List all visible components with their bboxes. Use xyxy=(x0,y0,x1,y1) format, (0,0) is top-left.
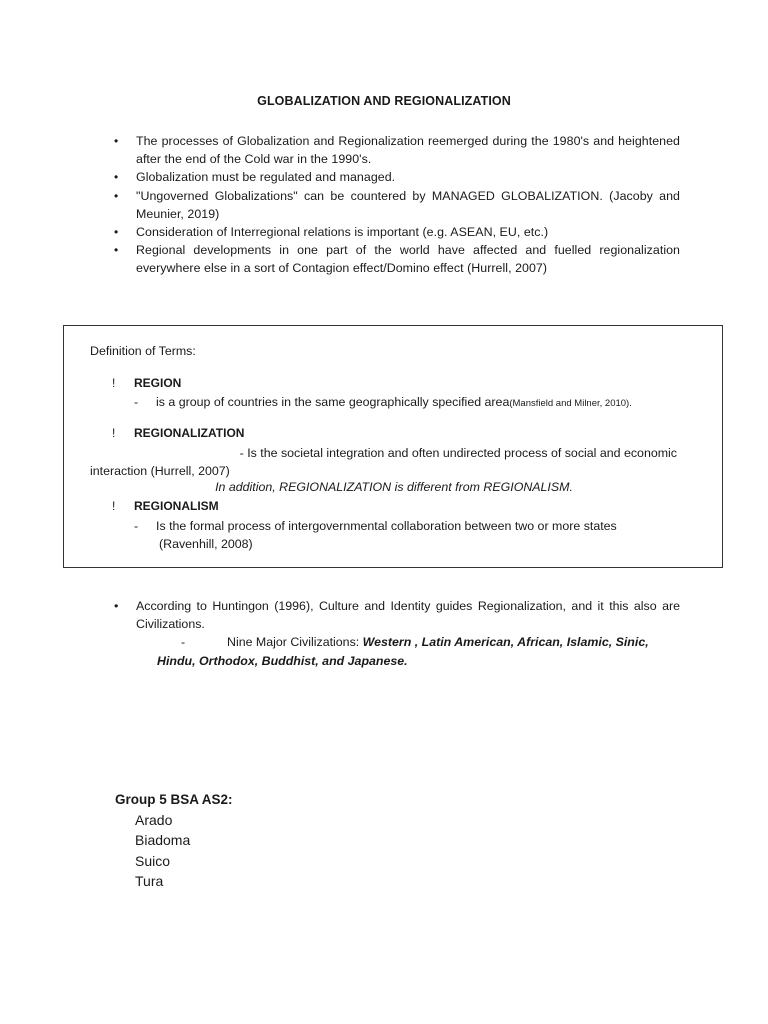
region-definition xyxy=(134,393,678,413)
term-label: REGIONALIZATION xyxy=(134,426,245,440)
civilizations-line xyxy=(157,633,677,671)
list-item xyxy=(110,187,680,223)
intro-bullet-list xyxy=(110,132,680,278)
bullet-text: Regional developments in one part of the world have affected and fuelled regionalization everywhere else in a sort of Contagion effect/Domino effect (Hurrell, 2007) xyxy=(136,243,680,276)
list-item: Arado xyxy=(135,812,173,828)
regionalization-definition-line1: - Is the societal integration and often undirected process of social and economic xyxy=(239,446,677,460)
citation: (Mansfield and Milner, 2010). xyxy=(509,398,632,409)
list-item: Biadoma xyxy=(135,832,191,849)
list-item: Suico xyxy=(135,852,171,869)
list-item: Tura xyxy=(135,872,164,889)
term-label: REGION xyxy=(134,376,182,390)
regionalism-definition-line2: (Ravenhill, 2008) xyxy=(159,537,253,551)
definition-box xyxy=(63,325,723,568)
bullet-text: "Ungoverned Globalizations" can be countered by MANAGED GLOBALIZATION. (Jacoby and Meunier, 2019) xyxy=(136,188,680,221)
list-item xyxy=(110,597,680,633)
definition-text: Is the formal process of intergovernmental collaboration between two or more states xyxy=(156,519,617,533)
term-regionalization xyxy=(112,426,244,440)
bullet-text: According to Huntingon (1996), Culture and Identity guides Regionalization, and it this also are Civilizations. xyxy=(136,599,680,632)
group-member-list xyxy=(135,810,190,891)
term-label: REGIONALISM xyxy=(134,499,219,513)
dash-icon: - xyxy=(134,519,139,533)
list-item xyxy=(110,168,680,186)
definition-heading: Definition of Terms: xyxy=(90,344,196,358)
civilizations-list: Western , Latin American, African, Islamic, Sinic, Hindu, Orthodox, Buddhist, and Japanese. xyxy=(157,635,649,668)
dash-icon: - xyxy=(134,395,139,409)
bullet-text: Globalization must be regulated and managed. xyxy=(136,170,396,185)
list-item xyxy=(110,132,680,168)
bullet-text: The processes of Globalization and Regionalization reemerged during the 1980's and heightened after the end of the Cold war in the 1990's. xyxy=(136,134,680,167)
dash-icon: - xyxy=(181,635,186,649)
definition-text: is a group of countries in the same geographically specified area xyxy=(156,395,510,409)
bullet-text: Consideration of Interregional relations is important (e.g. ASEAN, EU, etc.) xyxy=(136,225,549,240)
civilizations-prefix: Nine Major Civilizations: xyxy=(227,635,363,649)
bullet-icon: • xyxy=(114,134,119,148)
exclamation-icon: ! xyxy=(112,426,116,440)
page-title: GLOBALIZATION AND REGIONALIZATION xyxy=(257,94,511,108)
list-item xyxy=(110,223,680,241)
regionalization-note: In addition, REGIONALIZATION is different from REGIONALISM. xyxy=(215,480,573,494)
bullet-icon: • xyxy=(114,599,119,613)
bullet-icon: • xyxy=(114,170,119,185)
group-title: Group 5 BSA AS2: xyxy=(115,792,233,807)
bullet-icon: • xyxy=(114,188,119,203)
regionalism-definition-line1 xyxy=(134,517,680,535)
term-region xyxy=(112,376,181,390)
exclamation-icon: ! xyxy=(112,499,116,513)
exclamation-icon: ! xyxy=(112,376,116,390)
list-item xyxy=(110,241,680,277)
regionalization-definition-line2: interaction (Hurrell, 2007) xyxy=(90,464,230,478)
term-regionalism xyxy=(112,499,219,513)
huntington-bullet-list xyxy=(110,597,680,633)
bullet-icon: • xyxy=(114,225,119,240)
bullet-icon: • xyxy=(114,243,119,258)
